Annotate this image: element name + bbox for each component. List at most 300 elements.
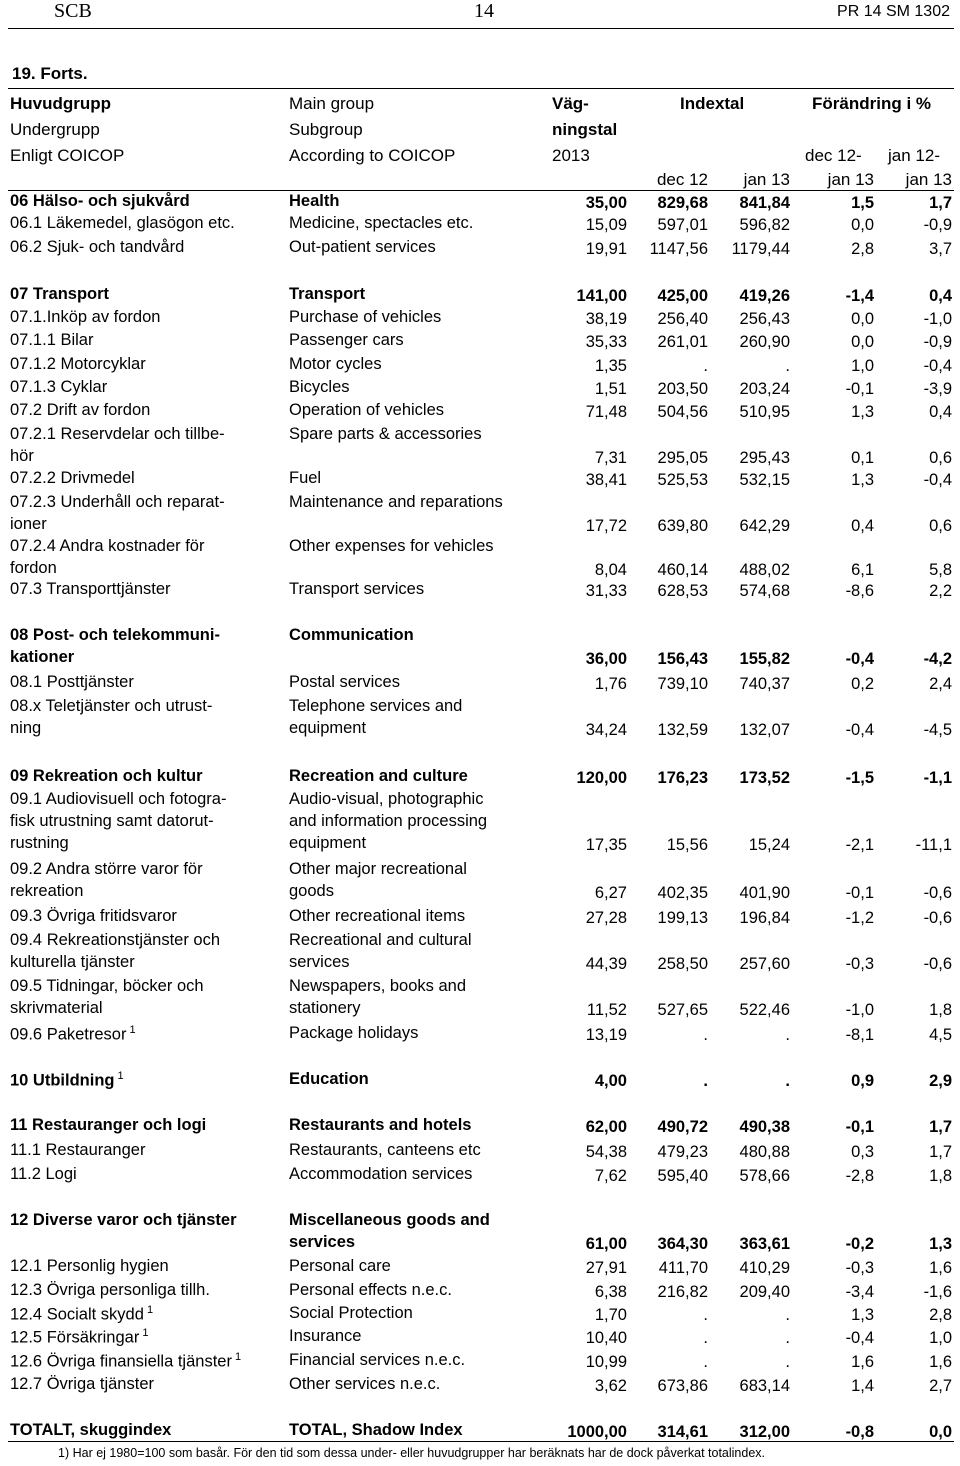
table-row	[0, 1375, 960, 1397]
english-label: Accommodation services	[289, 1165, 473, 1183]
index-dec-value: 628,53	[657, 582, 708, 600]
change-jan-value: -0,4	[923, 357, 952, 375]
table-row	[0, 331, 960, 353]
swedish-label: kationer	[10, 648, 75, 666]
change-dec-value: -2,8	[845, 1167, 874, 1185]
change-dec-value: -8,6	[845, 582, 874, 600]
col-english-main: Main group	[289, 94, 375, 113]
weight-value: 61,00	[585, 1235, 627, 1253]
english-label: Telephone services and	[289, 697, 463, 715]
change-jan-value: -4,2	[923, 650, 952, 668]
change-dec-value: -1,2	[845, 909, 874, 927]
swedish-label: TOTALT, skuggindex	[10, 1421, 172, 1439]
change-jan-value: -0,9	[923, 333, 952, 351]
index-dec-value: 639,80	[657, 517, 708, 535]
change-jan-value: 1,7	[929, 1118, 952, 1136]
swedish-label: 07.3 Transporttjänster	[10, 580, 171, 598]
english-label: TOTAL, Shadow Index	[289, 1421, 463, 1439]
index-jan-value: 683,14	[739, 1377, 790, 1395]
weight-value: 7,62	[594, 1167, 627, 1185]
weight-value: 10,99	[585, 1353, 627, 1371]
index-jan-value: 510,95	[739, 403, 790, 421]
weight-value: 4,00	[594, 1072, 627, 1090]
footnote-ref: 1	[143, 1304, 154, 1316]
index-jan-value: 209,40	[739, 1283, 790, 1301]
english-label: Health	[289, 192, 340, 210]
table-row	[0, 378, 960, 400]
index-dec-value: 597,01	[657, 216, 708, 234]
swedish-label: 12.7 Övriga tjänster	[10, 1375, 154, 1393]
english-label: Out-patient services	[289, 238, 436, 256]
weight-value: 27,91	[585, 1259, 627, 1277]
change-dec-value: -0,4	[845, 1329, 874, 1347]
change-jan-value: 2,9	[929, 1072, 952, 1090]
table-row	[0, 308, 960, 330]
swedish-label: 12.1 Personlig hygien	[10, 1257, 169, 1275]
english-label: goods	[289, 882, 334, 900]
swedish-label: 11.1 Restauranger	[10, 1141, 146, 1159]
index-dec-value: 829,68	[657, 194, 708, 212]
english-label: Recreational and cultural	[289, 931, 472, 949]
english-label: Audio-visual, photographic	[289, 790, 484, 808]
col-chg-dec-2: jan 13	[827, 170, 874, 189]
swedish-label: 09 Rekreation och kultur	[10, 767, 203, 785]
table-row	[0, 214, 960, 236]
footnote-ref: 1	[126, 1024, 136, 1036]
col-chg-jan-2: jan 13	[905, 170, 952, 189]
swedish-label: 09.2 Andra större varor för	[10, 860, 203, 878]
weight-value: 15,09	[585, 216, 627, 234]
swedish-label: 07.1.1 Bilar	[10, 331, 94, 349]
index-jan-value: 256,43	[739, 310, 790, 328]
table-row	[0, 1024, 960, 1046]
english-label: Communication	[289, 626, 414, 644]
weight-value: 17,35	[585, 836, 627, 854]
index-dec-value: .	[703, 1329, 708, 1347]
index-jan-value: 740,37	[739, 675, 790, 693]
change-jan-value: 1,7	[929, 1143, 952, 1161]
weight-value: 31,33	[585, 582, 627, 600]
weight-value: 1,70	[594, 1306, 627, 1324]
swedish-label: 08 Post- och telekommuni-	[10, 626, 220, 644]
swedish-label: fordon	[10, 559, 57, 577]
change-dec-value: 1,6	[851, 1353, 874, 1371]
english-label: Other major recreational	[289, 860, 467, 878]
swedish-label: 07.2.1 Reservdelar och tillbe-	[10, 425, 225, 443]
footnote-ref: 1	[231, 1351, 242, 1363]
weight-value: 38,19	[585, 310, 627, 328]
swedish-label: rustning	[10, 834, 69, 852]
swedish-label: rekreation	[10, 882, 84, 900]
table-title: 19. Forts.	[12, 64, 88, 83]
change-dec-value: -0,1	[845, 1118, 874, 1136]
index-dec-value: 479,23	[657, 1143, 708, 1161]
change-dec-value: 1,3	[851, 471, 874, 489]
table-row	[0, 1281, 960, 1303]
change-dec-value: 1,0	[851, 357, 874, 375]
table-row	[0, 767, 960, 789]
change-jan-value: -3,9	[923, 380, 952, 398]
change-jan-value: 1,0	[929, 1329, 952, 1347]
change-dec-value: 0,9	[851, 1072, 874, 1090]
table-row	[0, 1116, 960, 1138]
swedish-label: 12 Diverse varor och tjänster	[10, 1211, 237, 1229]
change-jan-value: 0,4	[929, 287, 952, 305]
change-jan-value: 1,7	[929, 194, 952, 212]
table-top-rule	[8, 88, 954, 89]
table-row	[0, 1327, 960, 1349]
change-dec-value: 1,5	[851, 194, 874, 212]
index-jan-value: 522,46	[739, 1001, 790, 1019]
table-row	[0, 626, 960, 670]
header-bottom-rule	[8, 190, 954, 191]
change-jan-value: -0,6	[923, 884, 952, 902]
col-swedish-coicop: Enligt COICOP	[10, 146, 125, 165]
change-dec-value: -1,5	[845, 769, 874, 787]
swedish-label: 09.5 Tidningar, böcker och	[10, 977, 204, 995]
swedish-label: 09.3 Övriga fritidsvaror	[10, 907, 177, 925]
swedish-label: 08.x Teletjänster och utrust-	[10, 697, 213, 715]
index-jan-value: 578,66	[739, 1167, 790, 1185]
col-english-coicop: According to COICOP	[289, 146, 456, 165]
english-label: Operation of vehicles	[289, 401, 445, 419]
change-dec-value: -2,1	[845, 836, 874, 854]
change-dec-value: 6,1	[851, 561, 874, 579]
col-swedish-main: Huvudgrupp	[10, 94, 112, 113]
swedish-label: 08.1 Posttjänster	[10, 673, 134, 691]
table-row	[0, 285, 960, 307]
index-dec-value: 1147,56	[649, 240, 708, 258]
swedish-label: hör	[10, 447, 34, 465]
english-label: Package holidays	[289, 1024, 419, 1042]
index-jan-value: 132,07	[739, 721, 790, 739]
col-idx-dec: dec 12	[656, 170, 708, 189]
index-jan-value: .	[785, 1353, 790, 1371]
weight-value: 11,52	[586, 1001, 627, 1019]
change-jan-value: 1,6	[929, 1353, 952, 1371]
weight-value: 120,00	[576, 769, 627, 787]
table-row	[0, 238, 960, 260]
index-jan-value: 488,02	[739, 561, 790, 579]
index-dec-value: 364,30	[657, 1235, 708, 1253]
swedish-label: 12.5 Försäkringar $^1$	[10, 1327, 149, 1347]
weight-value: 27,28	[585, 909, 627, 927]
index-dec-value: 525,53	[657, 471, 708, 489]
table-row	[0, 1070, 960, 1092]
swedish-label: 09.1 Audiovisuell och fotogra-	[10, 790, 227, 808]
table-row	[0, 1165, 960, 1187]
index-dec-value: 504,56	[657, 403, 708, 421]
weight-value: 17,72	[585, 517, 627, 535]
index-dec-value: 739,10	[657, 675, 708, 693]
change-jan-value: 5,8	[929, 561, 952, 579]
change-dec-value: -3,4	[845, 1283, 874, 1301]
swedish-label: kulturella tjänster	[10, 953, 135, 971]
index-dec-value: 527,65	[657, 1001, 708, 1019]
index-dec-value: 595,40	[657, 1167, 708, 1185]
change-jan-value: 0,6	[929, 517, 952, 535]
change-jan-value: 0,0	[929, 1423, 952, 1441]
change-dec-value: 0,1	[851, 449, 874, 467]
swedish-label: 07.2.4 Andra kostnader för	[10, 537, 205, 555]
english-label: services	[289, 1233, 356, 1251]
swedish-label: 11.2 Logi	[10, 1165, 77, 1183]
change-jan-value: -0,6	[923, 909, 952, 927]
change-jan-value: 2,8	[929, 1306, 952, 1324]
table-bottom-rule	[8, 1441, 954, 1442]
english-label: Transport	[289, 285, 366, 303]
index-dec-value: 425,00	[657, 287, 708, 305]
index-jan-value: 15,24	[748, 836, 790, 854]
page-number: 14	[474, 0, 494, 22]
col-chg-dec-1: dec 12-	[805, 146, 862, 165]
index-jan-value: .	[785, 357, 790, 375]
change-jan-value: -0,4	[923, 471, 952, 489]
weight-value: 34,24	[585, 721, 627, 739]
table-row	[0, 537, 960, 581]
index-jan-value: 480,88	[739, 1143, 790, 1161]
index-jan-value: 419,26	[739, 287, 790, 305]
swedish-label: 12.3 Övriga personliga tillh.	[10, 1281, 210, 1299]
index-jan-value: .	[785, 1026, 790, 1044]
index-jan-value: 203,24	[739, 380, 790, 398]
index-jan-value: 401,90	[739, 884, 790, 902]
table-row	[0, 1211, 960, 1255]
swedish-label: 07.2.2 Drivmedel	[10, 469, 135, 487]
weight-value: 19,91	[585, 240, 627, 258]
table-row	[0, 1257, 960, 1279]
english-label: Transport services	[289, 580, 425, 598]
index-jan-value: 642,29	[739, 517, 790, 535]
index-dec-value: 176,23	[657, 769, 708, 787]
index-jan-value: 257,60	[739, 955, 790, 973]
weight-value: 3,62	[594, 1377, 627, 1395]
table-row	[0, 580, 960, 602]
index-jan-value: 596,82	[739, 216, 790, 234]
swedish-label: 12.6 Övriga finansiella tjänster $^1$	[10, 1351, 242, 1371]
change-jan-value: -4,5	[923, 721, 952, 739]
index-dec-value: 490,72	[657, 1118, 708, 1136]
col-index-group: Indextal	[680, 94, 745, 113]
table-row	[0, 931, 960, 975]
change-dec-value: 0,0	[851, 310, 874, 328]
change-dec-value: -1,4	[845, 287, 874, 305]
index-dec-value: 132,59	[657, 721, 708, 739]
report-id: PR 14 SM 1302	[837, 3, 950, 20]
weight-value: 1000,00	[567, 1423, 627, 1441]
change-jan-value: 1,8	[929, 1167, 952, 1185]
english-label: Bicycles	[289, 378, 350, 396]
index-jan-value: .	[785, 1306, 790, 1324]
index-dec-value: 216,82	[657, 1283, 708, 1301]
change-dec-value: 1,3	[851, 403, 874, 421]
index-dec-value: 203,50	[657, 380, 708, 398]
swedish-label: 07.2 Drift av fordon	[10, 401, 151, 419]
english-label: Personal effects n.e.c.	[289, 1281, 452, 1299]
english-label: Financial services n.e.c.	[289, 1351, 466, 1369]
english-label: Newspapers, books and	[289, 977, 467, 995]
table-row	[0, 977, 960, 1021]
change-jan-value: -0,9	[923, 216, 952, 234]
change-dec-value: 0,0	[851, 216, 874, 234]
index-jan-value: .	[785, 1072, 790, 1090]
index-jan-value: 196,84	[739, 909, 790, 927]
weight-value: 1,51	[594, 380, 627, 398]
index-dec-value: 402,35	[657, 884, 708, 902]
swedish-label: 09.4 Rekreationstjänster och	[10, 931, 221, 949]
weight-value: 6,27	[594, 884, 627, 902]
change-jan-value: -11,1	[915, 836, 952, 854]
index-dec-value: 256,40	[657, 310, 708, 328]
change-jan-value: -0,6	[923, 955, 952, 973]
english-label: Insurance	[289, 1327, 362, 1345]
index-dec-value: .	[703, 1072, 708, 1090]
change-jan-value: 3,7	[929, 240, 952, 258]
swedish-label: fisk utrustning samt datorut-	[10, 812, 214, 830]
footnote: 1) Har ej 1980=100 som basår. För den tid som dessa under- eller huvudgrupper har beräknats har de dock påverkat totalindex.	[58, 1446, 766, 1460]
change-dec-value: 0,4	[851, 517, 874, 535]
col-weight-year: 2013	[552, 146, 590, 165]
english-label: Other recreational items	[289, 907, 466, 925]
index-jan-value: 295,43	[739, 449, 790, 467]
change-dec-value: -0,3	[845, 1259, 874, 1277]
english-label: stationery	[289, 999, 361, 1017]
weight-value: 7,31	[594, 449, 627, 467]
col-weight-2: ningstal	[552, 120, 618, 139]
col-swedish-sub: Undergrupp	[10, 120, 100, 139]
swedish-label: ioner	[10, 515, 47, 533]
index-dec-value: 673,86	[657, 1377, 708, 1395]
index-jan-value: 155,82	[739, 650, 790, 668]
page-header	[0, 0, 960, 26]
index-jan-value: .	[785, 1329, 790, 1347]
weight-value: 10,40	[585, 1329, 627, 1347]
change-dec-value: 0,3	[851, 1143, 874, 1161]
index-dec-value: .	[703, 1353, 708, 1371]
english-label: Passenger cars	[289, 331, 404, 349]
change-jan-value: 1,8	[929, 1001, 952, 1019]
change-dec-value: 2,8	[851, 240, 874, 258]
index-jan-value: 841,84	[739, 194, 790, 212]
swedish-label: 07.1.3 Cyklar	[10, 378, 108, 396]
index-dec-value: 314,61	[657, 1423, 708, 1441]
weight-value: 62,00	[585, 1118, 627, 1136]
swedish-label: 07.1.2 Motorcyklar	[10, 355, 146, 373]
english-label: Education	[289, 1070, 369, 1088]
index-dec-value: .	[703, 1026, 708, 1044]
index-dec-value: 199,13	[657, 909, 708, 927]
change-jan-value: 1,6	[929, 1259, 952, 1277]
change-jan-value: 2,4	[929, 675, 952, 693]
header-rule	[8, 28, 954, 29]
index-jan-value: 312,00	[739, 1423, 790, 1441]
weight-value: 141,00	[576, 287, 627, 305]
table-row	[0, 697, 960, 741]
english-label: Postal services	[289, 673, 400, 691]
weight-value: 35,33	[585, 333, 627, 351]
change-jan-value: 2,2	[929, 582, 952, 600]
swedish-label: skrivmaterial	[10, 999, 103, 1017]
change-dec-value: 1,4	[851, 1377, 874, 1395]
index-dec-value: 156,43	[657, 650, 708, 668]
weight-value: 44,39	[585, 955, 627, 973]
index-dec-value: 261,01	[657, 333, 708, 351]
change-dec-value: -0,4	[845, 721, 874, 739]
english-label: Personal care	[289, 1257, 391, 1275]
index-jan-value: 532,15	[739, 471, 790, 489]
table-row	[0, 493, 960, 537]
change-jan-value: -1,1	[923, 769, 952, 787]
change-jan-value: 2,7	[929, 1377, 952, 1395]
table-row	[0, 1141, 960, 1163]
swedish-label: 09.6 Paketresor $^1$	[10, 1024, 136, 1044]
swedish-label: 07.2.3 Underhåll och reparat-	[10, 493, 225, 511]
weight-value: 13,19	[585, 1026, 627, 1044]
index-dec-value: 295,05	[657, 449, 708, 467]
weight-value: 54,38	[585, 1143, 627, 1161]
index-dec-value: 258,50	[657, 955, 708, 973]
english-label: Fuel	[289, 469, 322, 487]
change-jan-value: 4,5	[929, 1026, 952, 1044]
english-label: Miscellaneous goods and	[289, 1211, 490, 1229]
change-dec-value: 1,3	[851, 1306, 874, 1324]
change-dec-value: -0,1	[845, 380, 874, 398]
change-dec-value: -1,0	[845, 1001, 874, 1019]
change-dec-value: -0,4	[845, 650, 874, 668]
table-row	[0, 673, 960, 695]
swedish-label: 07 Transport	[10, 285, 110, 303]
english-label: equipment	[289, 719, 367, 737]
swedish-label: 11 Restauranger och logi	[10, 1116, 207, 1134]
english-label: Maintenance and reparations	[289, 493, 503, 511]
change-dec-value: -8,1	[845, 1026, 874, 1044]
index-dec-value: .	[703, 1306, 708, 1324]
index-jan-value: 490,38	[739, 1118, 790, 1136]
col-chg-jan-1: jan 12-	[888, 146, 940, 165]
index-dec-value: .	[703, 357, 708, 375]
index-jan-value: 574,68	[739, 582, 790, 600]
index-jan-value: 410,29	[739, 1259, 790, 1277]
index-jan-value: 260,90	[739, 333, 790, 351]
swedish-label: 06.1 Läkemedel, glasögon etc.	[10, 214, 235, 232]
footnote-ref: 1	[139, 1327, 149, 1339]
table-row	[0, 355, 960, 377]
col-weight-1: Väg-	[552, 94, 589, 113]
swedish-label: 06.2 Sjuk- och tandvård	[10, 238, 185, 256]
col-idx-jan: jan 13	[743, 170, 790, 189]
change-jan-value: -1,6	[923, 1283, 952, 1301]
english-label: Recreation and culture	[289, 767, 468, 785]
index-dec-value: 460,14	[657, 561, 708, 579]
english-label: Other expenses for vehicles	[289, 537, 494, 555]
col-change-group: Förändring i %	[812, 94, 931, 113]
change-jan-value: 1,3	[929, 1235, 952, 1253]
table-row	[0, 192, 960, 214]
weight-value: 1,76	[594, 675, 627, 693]
index-jan-value: 1179,44	[731, 240, 790, 258]
weight-value: 6,38	[594, 1283, 627, 1301]
footnote-ref: 1	[114, 1070, 124, 1082]
table-row	[0, 1421, 960, 1443]
weight-value: 71,48	[585, 403, 627, 421]
weight-value: 38,41	[585, 471, 627, 489]
english-label: services	[289, 953, 350, 971]
table-row	[0, 790, 960, 856]
change-dec-value: 0,0	[851, 333, 874, 351]
swedish-label: 06 Hälso- och sjukvård	[10, 192, 190, 210]
english-label: Restaurants, canteens etc	[289, 1141, 481, 1159]
index-dec-value: 411,70	[658, 1259, 708, 1277]
